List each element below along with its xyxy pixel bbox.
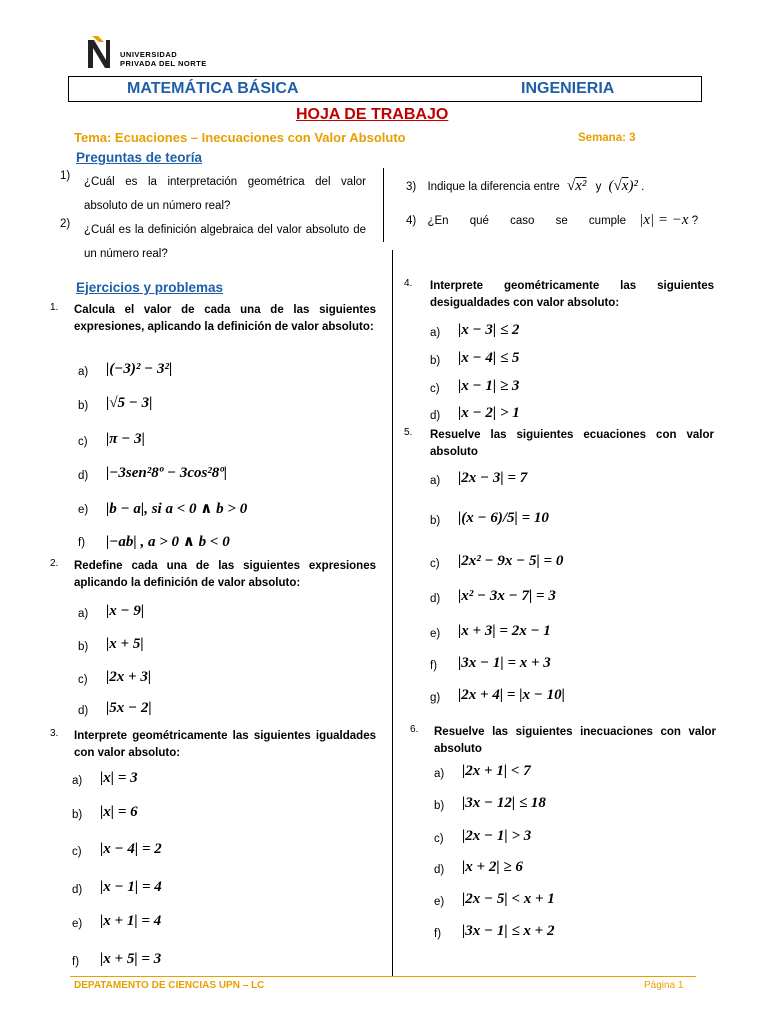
sqrt-x-squared-inner: √x²: [566, 178, 587, 194]
item-expression: |3x − 1| ≤ x + 2: [462, 923, 555, 939]
item-label: d): [78, 470, 89, 482]
item-expression: |x − 1| = 4: [100, 879, 162, 895]
item-label: d): [430, 593, 441, 605]
exercise-item: [430, 470, 528, 487]
item-label: b): [430, 515, 441, 527]
theory-q1: [60, 170, 366, 218]
item-expression: |(−3)² − 3²|: [106, 361, 173, 377]
item-label: b): [430, 355, 441, 367]
exercise-4-num: 4.: [404, 278, 413, 289]
exercise-item: [78, 465, 228, 482]
item-expression: |2x − 1| > 3: [462, 828, 532, 844]
item-expression: |x + 5|: [106, 636, 144, 652]
column-divider: [392, 250, 393, 976]
exercise-item: [434, 763, 531, 780]
item-expression: |−ab| , a > 0 ∧ b < 0: [106, 534, 230, 550]
item-expression: |x + 5| = 3: [100, 951, 162, 967]
item-label: b): [72, 809, 83, 821]
item-expression: |√5 − 3|: [106, 395, 153, 411]
item-expression: |2x + 4| = |x − 10|: [458, 687, 565, 703]
item-expression: |−3sen²8º − 3cos²8º|: [106, 465, 228, 481]
q3-end: .: [641, 181, 645, 193]
exercise-item: [78, 636, 144, 653]
item-label: c): [78, 674, 88, 686]
exercise-6-num: 6.: [410, 724, 419, 735]
q3-text: Indique la diferencia entre: [427, 181, 560, 193]
q1-num: 1): [60, 170, 71, 182]
exercise-4: [404, 278, 714, 312]
exercise-item: [78, 395, 153, 412]
exercise-item: [430, 322, 520, 339]
exercise-1-text: Calcula el valor de cada una de las siguientes expresiones, aplicando la definición de valor absoluto:: [74, 304, 376, 333]
exercise-4-text: Interprete geométricamente las siguientes desigualdades con valor absoluto:: [430, 280, 714, 309]
footer-rule: [70, 976, 696, 977]
exercise-6: [410, 724, 716, 758]
topic: Tema: Ecuaciones – Inecuaciones con Valor Absoluto: [74, 130, 406, 145]
item-label: c): [430, 558, 440, 570]
item-expression: |x² − 3x − 7| = 3: [458, 588, 556, 604]
item-expression: |(x − 6)/5| = 10: [458, 510, 549, 526]
item-expression: |x + 3| = 2x − 1: [458, 623, 551, 639]
exercise-item: [434, 891, 555, 908]
exercise-3-text: Interprete geométricamente las siguientes igualdades con valor absoluto:: [74, 730, 376, 759]
item-expression: |2x − 5| < x + 1: [462, 891, 555, 907]
exercise-item: [430, 553, 564, 570]
item-expression: |x − 2| > 1: [458, 405, 520, 421]
exercise-item: [78, 700, 152, 717]
q4-end: ?: [691, 215, 699, 227]
exercise-1-num: 1.: [50, 302, 59, 313]
logo-line1: UNIVERSIDAD: [120, 50, 178, 59]
logo-line2: PRIVADA DEL NORTE: [120, 59, 207, 68]
footer-right: Página 1: [644, 980, 684, 991]
exercise-5: [404, 427, 714, 461]
theory-q2: [60, 218, 366, 266]
item-label: f): [430, 660, 438, 672]
sheet-title: HOJA DE TRABAJO: [296, 106, 449, 123]
exercise-2: [50, 558, 376, 592]
upn-logo-icon: [84, 36, 118, 72]
item-label: a): [434, 768, 445, 780]
item-label: g): [430, 692, 441, 704]
item-label: d): [78, 705, 89, 717]
theory-q3: [406, 178, 644, 195]
item-expression: |x − 4| ≤ 5: [458, 350, 520, 366]
theory-q4: [406, 212, 716, 229]
item-label: a): [430, 475, 441, 487]
q1-text: ¿Cuál es la interpretación geométrica del valor absoluto de un número real?: [84, 176, 366, 212]
q4-text: ¿En qué caso se cumple: [427, 215, 627, 227]
exercise-item: [430, 655, 551, 672]
exercise-2-text: Redefine cada una de las siguientes expresiones aplicando la definición de valor absoluto:: [74, 560, 376, 589]
footer-left: DEPATAMENTO DE CIENCIAS UPN – LC: [74, 980, 265, 991]
item-label: a): [430, 327, 441, 339]
exercises-heading: Ejercicios y problemas: [76, 280, 224, 295]
exercise-5-num: 5.: [404, 427, 413, 438]
item-expression: |3x − 1| = x + 3: [458, 655, 551, 671]
exercise-item: [430, 687, 565, 704]
item-label: d): [72, 884, 83, 896]
item-label: f): [72, 956, 80, 968]
exercise-3: [50, 728, 376, 762]
title-box: [68, 76, 702, 102]
exercise-item: [72, 879, 162, 896]
exercise-5-text: Resuelve las siguientes ecuaciones con valor absoluto: [430, 429, 714, 458]
exercise-item: [78, 534, 230, 550]
item-expression: |2x + 1| < 7: [462, 763, 531, 779]
item-expression: |b − a|, si a < 0 ∧ b > 0: [106, 501, 248, 517]
item-expression: |x − 3| ≤ 2: [458, 322, 520, 338]
item-label: e): [434, 896, 445, 908]
item-expression: |2x² − 9x − 5| = 0: [458, 553, 564, 569]
logo: [84, 36, 244, 72]
item-expression: |x| = 3: [100, 770, 138, 786]
exercise-item: [72, 770, 138, 787]
q4-num: 4): [406, 215, 417, 227]
exercise-item: [72, 951, 162, 968]
item-label: a): [78, 366, 89, 378]
item-expression: |x − 9|: [106, 603, 145, 619]
exercise-6-text: Resuelve las siguientes inecuaciones con valor absoluto: [434, 726, 716, 755]
abs-x-eq-neg-x: |x| = −x: [639, 212, 689, 228]
item-expression: |x| = 6: [100, 804, 138, 820]
item-expression: |π − 3|: [106, 431, 145, 447]
exercise-2-num: 2.: [50, 558, 59, 569]
item-expression: |x + 2| ≥ 6: [462, 859, 523, 875]
q2-text: ¿Cuál es la definición algebraica del valor absoluto de un número real?: [84, 224, 366, 260]
item-label: f): [78, 537, 86, 549]
item-expression: |2x − 3| = 7: [458, 470, 528, 486]
item-label: e): [430, 628, 441, 640]
theory-heading: Preguntas de teoría: [76, 150, 203, 165]
item-expression: |x + 1| = 4: [100, 913, 162, 929]
item-label: d): [434, 864, 445, 876]
exercise-item: [434, 795, 546, 812]
item-label: a): [72, 775, 83, 787]
exercise-item: [72, 913, 162, 930]
item-label: c): [430, 383, 440, 395]
item-label: a): [78, 608, 89, 620]
exercise-item: [78, 669, 152, 686]
exercise-item: [430, 588, 556, 605]
exercise-item: [430, 623, 551, 640]
exercise-item: [78, 603, 145, 620]
item-expression: |5x − 2|: [106, 700, 152, 716]
item-expression: |x − 1| ≥ 3: [458, 378, 520, 394]
item-label: b): [78, 400, 89, 412]
q3-and: y: [595, 181, 602, 193]
exercise-1: [50, 302, 376, 336]
sqrt-x-squared-outer: (√x)²: [608, 178, 638, 194]
week: Semana: 3: [578, 132, 636, 144]
exercise-item: [78, 431, 145, 448]
course-title: MATEMÁTICA BÁSICA: [127, 80, 299, 97]
item-label: f): [434, 928, 442, 940]
exercise-item: [434, 923, 555, 940]
item-label: c): [434, 833, 444, 845]
item-label: b): [434, 800, 445, 812]
item-expression: |2x + 3|: [106, 669, 152, 685]
theory-divider: [383, 168, 384, 242]
exercise-item: [434, 828, 532, 845]
item-expression: |3x − 12| ≤ 18: [462, 795, 546, 811]
exercise-item: [434, 859, 523, 876]
item-label: e): [72, 918, 83, 930]
exercise-3-num: 3.: [50, 728, 59, 739]
exercise-item: [430, 405, 520, 422]
exercise-item: [72, 804, 138, 821]
exercise-item: [430, 510, 549, 527]
exercise-item: [78, 501, 248, 517]
exercise-item: [72, 841, 162, 858]
item-label: e): [78, 504, 89, 516]
exercise-item: [430, 350, 520, 367]
exercise-item: [430, 378, 520, 395]
item-label: d): [430, 410, 441, 422]
item-label: c): [78, 436, 88, 448]
q2-num: 2): [60, 218, 71, 230]
exercise-item: [78, 361, 173, 378]
program-title: INGENIERIA: [521, 80, 615, 97]
item-label: b): [78, 641, 89, 653]
item-expression: |x − 4| = 2: [100, 841, 162, 857]
item-label: c): [72, 846, 82, 858]
q3-num: 3): [406, 181, 417, 193]
